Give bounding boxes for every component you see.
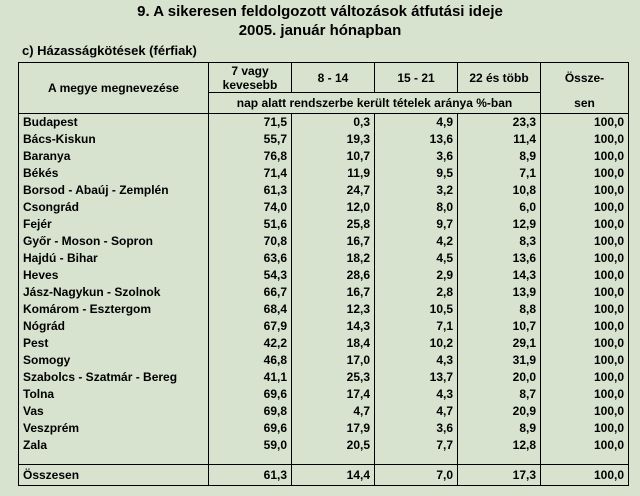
value-7-or-less: 76,8 <box>209 148 292 165</box>
table-period: 2005. január hónapban <box>238 22 402 39</box>
header-col1-line2: kevesebb <box>222 77 278 92</box>
county-name: Tolna <box>19 386 209 403</box>
table-row <box>19 335 629 352</box>
separator-cell <box>209 454 292 465</box>
value-22-plus: 29,1 <box>458 335 541 352</box>
value-22-plus: 7,1 <box>458 165 541 182</box>
value-15-21: 10,5 <box>375 301 458 318</box>
value-15-21: 4,7 <box>375 403 458 420</box>
value-22-plus: 20,0 <box>458 369 541 386</box>
table-row <box>19 182 629 199</box>
header-col3: 15 - 21 <box>375 63 458 93</box>
county-name: Veszprém <box>19 420 209 437</box>
value-7-or-less: 71,4 <box>209 165 292 182</box>
header-total-top: Össze- <box>541 63 629 93</box>
value-22-plus: 17,3 <box>458 465 541 486</box>
value-15-21: 2,8 <box>375 284 458 301</box>
separator-row <box>19 454 629 465</box>
value-7-or-less: 74,0 <box>209 199 292 216</box>
value-total: 100,0 <box>541 386 629 403</box>
value-total: 100,0 <box>541 284 629 301</box>
header-name: A megye megnevezése <box>19 63 209 114</box>
county-name: Zala <box>19 437 209 454</box>
value-total: 100,0 <box>541 216 629 233</box>
value-15-21: 9,7 <box>375 216 458 233</box>
county-name: Pest <box>19 335 209 352</box>
county-name: Borsod - Abaúj - Zemplén <box>19 182 209 199</box>
table-row <box>19 199 629 216</box>
value-total: 100,0 <box>541 301 629 318</box>
table-row <box>19 369 629 386</box>
county-name: Vas <box>19 403 209 420</box>
value-15-21: 7,0 <box>375 465 458 486</box>
table-row <box>19 165 629 182</box>
value-8-14: 17,9 <box>292 420 375 437</box>
value-22-plus: 8,9 <box>458 420 541 437</box>
value-7-or-less: 54,3 <box>209 267 292 284</box>
value-15-21: 13,7 <box>375 369 458 386</box>
table-row <box>19 284 629 301</box>
value-total: 100,0 <box>541 250 629 267</box>
value-7-or-less: 63,6 <box>209 250 292 267</box>
county-name: Budapest <box>19 114 209 132</box>
value-8-14: 12,3 <box>292 301 375 318</box>
value-total: 100,0 <box>541 148 629 165</box>
value-8-14: 0,3 <box>292 114 375 132</box>
county-name: Nógrád <box>19 318 209 335</box>
table-row <box>19 233 629 250</box>
table-row <box>19 250 629 267</box>
value-15-21: 7,7 <box>375 437 458 454</box>
value-8-14: 18,4 <box>292 335 375 352</box>
table-row <box>19 131 629 148</box>
separator-cell <box>19 454 209 465</box>
value-total: 100,0 <box>541 335 629 352</box>
value-7-or-less: 66,7 <box>209 284 292 301</box>
table-row <box>19 403 629 420</box>
table-row <box>19 437 629 454</box>
value-22-plus: 14,3 <box>458 267 541 284</box>
table-row <box>19 318 629 335</box>
table-row <box>19 352 629 369</box>
value-22-plus: 12,9 <box>458 216 541 233</box>
value-15-21: 8,0 <box>375 199 458 216</box>
value-8-14: 24,7 <box>292 182 375 199</box>
table-row <box>19 420 629 437</box>
value-8-14: 25,3 <box>292 369 375 386</box>
county-name: Fejér <box>19 216 209 233</box>
value-8-14: 16,7 <box>292 284 375 301</box>
county-name: Komárom - Esztergom <box>19 301 209 318</box>
value-15-21: 3,2 <box>375 182 458 199</box>
value-total: 100,0 <box>541 369 629 386</box>
county-name: Csongrád <box>19 199 209 216</box>
value-total: 100,0 <box>541 465 629 486</box>
header-col2: 8 - 14 <box>292 63 375 93</box>
value-7-or-less: 46,8 <box>209 352 292 369</box>
value-22-plus: 8,8 <box>458 301 541 318</box>
value-total: 100,0 <box>541 199 629 216</box>
separator-cell <box>541 454 629 465</box>
value-22-plus: 10,7 <box>458 318 541 335</box>
county-name: Békés <box>19 165 209 182</box>
value-total: 100,0 <box>541 114 629 132</box>
value-7-or-less: 69,6 <box>209 386 292 403</box>
data-table <box>18 62 629 486</box>
value-8-14: 25,8 <box>292 216 375 233</box>
county-name: Heves <box>19 267 209 284</box>
value-22-plus: 6,0 <box>458 199 541 216</box>
value-total: 100,0 <box>541 352 629 369</box>
header-unit: nap alatt rendszerbe került tételek aránya %-ban <box>209 93 541 114</box>
value-15-21: 7,1 <box>375 318 458 335</box>
value-total: 100,0 <box>541 437 629 454</box>
value-8-14: 19,3 <box>292 131 375 148</box>
value-15-21: 4,2 <box>375 233 458 250</box>
value-15-21: 3,6 <box>375 148 458 165</box>
county-name: Baranya <box>19 148 209 165</box>
county-name: Somogy <box>19 352 209 369</box>
county-name: Győr - Moson - Sopron <box>19 233 209 250</box>
value-8-14: 20,5 <box>292 437 375 454</box>
value-7-or-less: 68,4 <box>209 301 292 318</box>
county-name: Bács-Kiskun <box>19 131 209 148</box>
value-8-14: 11,9 <box>292 165 375 182</box>
table-subtitle: c) Házasságkötések (férfiak) <box>22 43 197 58</box>
table-title: 9. A sikeresen feldolgozott változások átfutási ideje <box>137 3 503 20</box>
value-15-21: 4,5 <box>375 250 458 267</box>
value-22-plus: 13,6 <box>458 250 541 267</box>
value-total: 100,0 <box>541 165 629 182</box>
value-8-14: 18,2 <box>292 250 375 267</box>
value-22-plus: 8,7 <box>458 386 541 403</box>
value-7-or-less: 59,0 <box>209 437 292 454</box>
value-7-or-less: 41,1 <box>209 369 292 386</box>
table-row <box>19 267 629 284</box>
separator-cell <box>375 454 458 465</box>
value-total: 100,0 <box>541 318 629 335</box>
value-7-or-less: 61,3 <box>209 182 292 199</box>
value-8-14: 28,6 <box>292 267 375 284</box>
value-total: 100,0 <box>541 403 629 420</box>
value-7-or-less: 69,8 <box>209 403 292 420</box>
value-8-14: 17,0 <box>292 352 375 369</box>
value-8-14: 16,7 <box>292 233 375 250</box>
value-7-or-less: 42,2 <box>209 335 292 352</box>
value-22-plus: 11,4 <box>458 131 541 148</box>
value-8-14: 14,4 <box>292 465 375 486</box>
county-name: Hajdú - Bihar <box>19 250 209 267</box>
value-15-21: 9,5 <box>375 165 458 182</box>
table-row <box>19 114 629 132</box>
value-15-21: 3,6 <box>375 420 458 437</box>
county-name: Szabolcs - Szatmár - Bereg <box>19 369 209 386</box>
value-total: 100,0 <box>541 182 629 199</box>
value-total: 100,0 <box>541 131 629 148</box>
value-22-plus: 12,8 <box>458 437 541 454</box>
header-col1-line1: 7 vagy <box>231 63 269 78</box>
value-22-plus: 20,9 <box>458 403 541 420</box>
value-total: 100,0 <box>541 233 629 250</box>
value-7-or-less: 61,3 <box>209 465 292 486</box>
value-22-plus: 23,3 <box>458 114 541 132</box>
table-body <box>19 114 629 486</box>
value-22-plus: 8,9 <box>458 148 541 165</box>
value-22-plus: 31,9 <box>458 352 541 369</box>
table-row <box>19 386 629 403</box>
value-8-14: 14,3 <box>292 318 375 335</box>
value-15-21: 4,3 <box>375 386 458 403</box>
value-8-14: 10,7 <box>292 148 375 165</box>
value-8-14: 17,4 <box>292 386 375 403</box>
value-7-or-less: 55,7 <box>209 131 292 148</box>
value-total: 100,0 <box>541 420 629 437</box>
value-15-21: 4,3 <box>375 352 458 369</box>
county-name: Jász-Nagykun - Szolnok <box>19 284 209 301</box>
table-row <box>19 216 629 233</box>
separator-cell <box>292 454 375 465</box>
value-22-plus: 13,9 <box>458 284 541 301</box>
county-name: Összesen <box>19 465 209 486</box>
value-15-21: 4,9 <box>375 114 458 132</box>
value-8-14: 4,7 <box>292 403 375 420</box>
value-22-plus: 10,8 <box>458 182 541 199</box>
value-15-21: 10,2 <box>375 335 458 352</box>
value-15-21: 2,9 <box>375 267 458 284</box>
table-row <box>19 148 629 165</box>
header-col1 <box>209 63 292 93</box>
header-col4: 22 és több <box>458 63 541 93</box>
separator-cell <box>458 454 541 465</box>
value-7-or-less: 69,6 <box>209 420 292 437</box>
value-15-21: 13,6 <box>375 131 458 148</box>
value-7-or-less: 71,5 <box>209 114 292 132</box>
value-7-or-less: 51,6 <box>209 216 292 233</box>
total-row <box>19 465 629 486</box>
header-total-bottom: sen <box>541 93 629 114</box>
value-22-plus: 8,3 <box>458 233 541 250</box>
value-7-or-less: 70,8 <box>209 233 292 250</box>
value-7-or-less: 67,9 <box>209 318 292 335</box>
value-total: 100,0 <box>541 267 629 284</box>
value-8-14: 12,0 <box>292 199 375 216</box>
table-row <box>19 301 629 318</box>
